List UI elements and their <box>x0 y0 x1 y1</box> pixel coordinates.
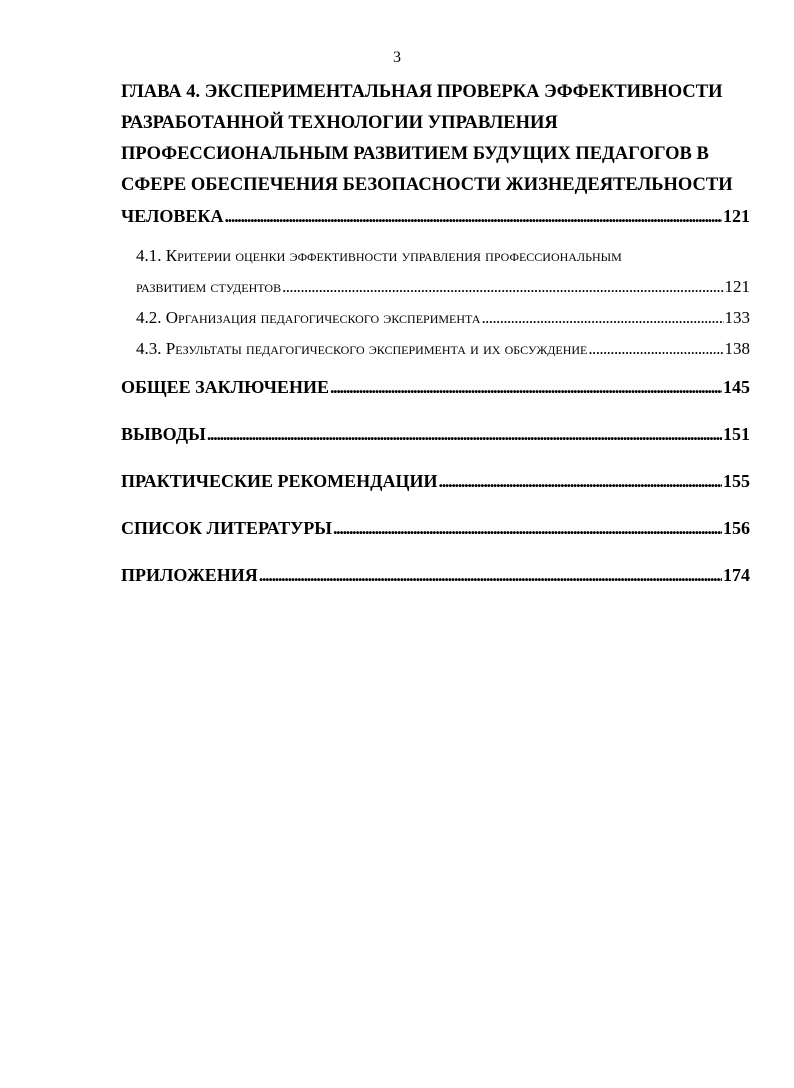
section-title: Критерии оценки эффективности управления профессиональным <box>165 246 622 265</box>
toc-page-number: 138 <box>724 339 750 358</box>
toc-entry-appendices <box>121 560 750 591</box>
chapter-title-last-line <box>121 201 750 232</box>
page-number: 3 <box>393 49 401 66</box>
toc-label: ВЫВОДЫ <box>121 424 206 444</box>
section-last-line <box>136 271 750 302</box>
chapter-title-line: РАЗРАБОТАННОЙ ТЕХНОЛОГИИ УПРАВЛЕНИЯ <box>121 113 558 133</box>
dot-leader <box>224 201 722 232</box>
toc-label: ЧЕЛОВЕКА <box>121 206 224 226</box>
toc-page-number: 156 <box>723 518 750 538</box>
section-line <box>136 333 750 364</box>
section-number: 4.3. <box>136 339 162 358</box>
section-first-line <box>136 240 750 271</box>
toc-entry-findings <box>121 419 750 450</box>
toc-page-number: 121 <box>724 277 750 296</box>
toc-page-number: 145 <box>723 377 750 397</box>
toc-label: СПИСОК ЛИТЕРАТУРЫ <box>121 518 332 538</box>
toc-page-number: 133 <box>724 308 750 327</box>
dot-leader <box>259 560 722 591</box>
toc-section-4-3 <box>121 333 750 364</box>
toc-label <box>136 333 587 364</box>
toc-page-number: 155 <box>723 471 750 491</box>
dot-leader <box>481 302 723 333</box>
section-title: Организация педагогического эксперимента <box>165 308 481 327</box>
section-title: Результаты педагогического эксперимента и их обсуждение <box>165 339 588 358</box>
chapter-title-line: ГЛАВА 4. ЭКСПЕРИМЕНТАЛЬНАЯ ПРОВЕРКА ЭФФЕКТИВНОСТИ <box>121 82 723 102</box>
chapter-title-line: СФЕРЕ ОБЕСПЕЧЕНИЯ БЕЗОПАСНОСТИ ЖИЗНЕДЕЯТЕЛЬНОСТИ <box>121 175 733 195</box>
toc-label: ПРИЛОЖЕНИЯ <box>121 565 258 585</box>
toc-page-number: 174 <box>723 565 750 585</box>
section-number: 4.1. <box>136 246 162 265</box>
toc-label: ОБЩЕЕ ЗАКЛЮЧЕНИЕ <box>121 377 329 397</box>
toc-label: ПРАКТИЧЕСКИЕ РЕКОМЕНДАЦИИ <box>121 471 438 491</box>
toc-page-number: 121 <box>723 206 750 226</box>
toc-label <box>136 302 480 333</box>
table-of-contents <box>121 77 750 591</box>
toc-section-4-2 <box>121 302 750 333</box>
dot-leader <box>333 513 722 544</box>
chapter-title-line: ПРОФЕССИОНАЛЬНЫМ РАЗВИТИЕМ БУДУЩИХ ПЕДАГОГОВ В <box>121 144 709 164</box>
dot-leader <box>439 466 722 497</box>
toc-entry-recommendations <box>121 466 750 497</box>
toc-label: развитием студентов <box>136 277 282 296</box>
toc-entry-conclusion <box>121 372 750 403</box>
dot-leader <box>207 419 722 450</box>
dot-leader <box>588 333 723 364</box>
toc-page-number: 151 <box>723 424 750 444</box>
toc-entry-references <box>121 513 750 544</box>
dot-leader <box>330 372 722 403</box>
section-line <box>136 302 750 333</box>
dot-leader <box>282 271 723 302</box>
toc-section-4-1 <box>121 240 750 302</box>
toc-chapter-4 <box>121 77 750 232</box>
section-number: 4.2. <box>136 308 162 327</box>
